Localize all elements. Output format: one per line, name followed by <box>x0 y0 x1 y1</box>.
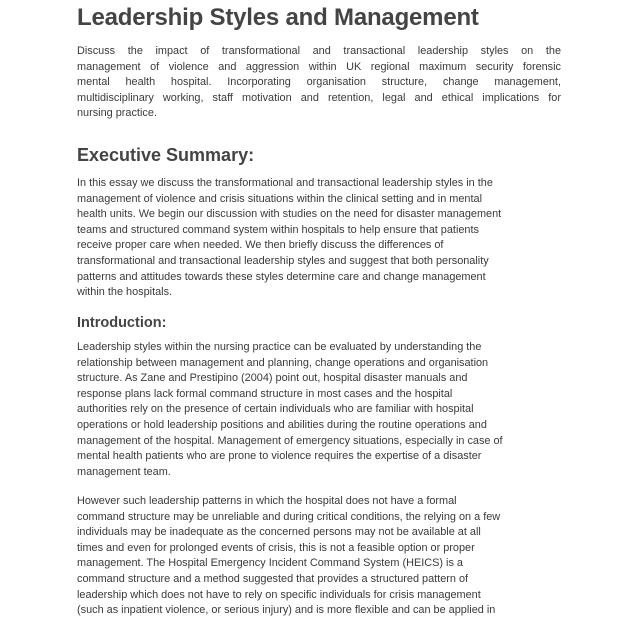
text-line: patterns and attitudes towards these styles determine care and change management <box>77 270 486 283</box>
text-line: management. The Hospital Emergency Incident Command System (HEICS) is a <box>77 557 463 570</box>
text-line: structure. As Zane and Prestipino (2004) point out, hospital disaster manuals and <box>77 372 468 385</box>
text-line: management of violence and aggression within UK regional maximum security forensic <box>77 60 561 73</box>
executive-summary-paragraph <box>77 176 561 301</box>
text-line: command structure and a method suggested that provides a structured pattern of <box>77 572 469 585</box>
text-line: response plans lack formal command structure in most cases and the hospital <box>77 387 453 400</box>
text-line: health units. We begin our discussion with studies on the need for disaster management <box>77 208 502 221</box>
text-line: multidisciplinary working, staff motivation and retention, legal and ethical implications for <box>77 91 561 104</box>
text-line: authorities rely on the presence of certain individuals who are familiar with hospital <box>77 403 474 416</box>
executive-summary-heading: Executive Summary: <box>77 145 255 165</box>
document-title: Leadership Styles and Management <box>77 4 479 31</box>
text-line: Discuss the impact of transformational and transactional leadership styles on the <box>77 45 561 57</box>
text-line: (such as inpatient violence, or serious injury) and is more flexible and can be applied in <box>77 604 496 617</box>
text-line: mental health patients who are prone to violence requires the expertise of a disaster <box>77 450 482 463</box>
text-line: However such leadership patterns in which the hospital does not have a formal <box>77 495 457 507</box>
text-line: teams and structured command system within hospitals to help ensure that patients <box>77 223 479 236</box>
text-line: mental health hospital. Incorporating organisation structure, change management, <box>77 76 561 89</box>
text-line: management team. <box>77 465 171 478</box>
text-line: leadership which does not have to rely on specific individuals for crisis management <box>77 588 481 601</box>
text-line: relationship between management and planning, change operations and organisation <box>77 356 489 369</box>
text-line: management of violence and crisis situations within the clinical setting and in mental <box>77 192 482 205</box>
text-line: times and even for prolonged events of crisis, this is not a feasible option or proper <box>77 541 475 554</box>
text-line: management of the hospital. Management of emergency situations, especially in case of <box>77 434 503 447</box>
body-paragraph <box>77 494 561 619</box>
text-line: transformational and transactional leadership styles and suggest that both personality <box>77 254 489 267</box>
introduction-heading: Introduction: <box>77 315 167 331</box>
text-line: In this essay we discuss the transformational and transactional leadership styles in the <box>77 177 493 189</box>
introduction-paragraph <box>77 340 561 480</box>
text-line: command structure may be unreliable and during critical conditions, the relying on a few <box>77 510 501 523</box>
text-line: receive proper care when needed. We then briefly discuss the differences of <box>77 239 444 252</box>
text-line: within the hospitals. <box>77 286 173 299</box>
text-line: operations or hold leadership positions and abilities during the routine operations and <box>77 418 487 431</box>
text-line: Leadership styles within the nursing practice can be evaluated by understanding the <box>77 341 482 353</box>
text-line: individuals may be inadequate as the concerned persons may not be available at all <box>77 526 481 539</box>
intro-paragraph <box>77 44 561 122</box>
text-line: nursing practice. <box>77 107 157 120</box>
